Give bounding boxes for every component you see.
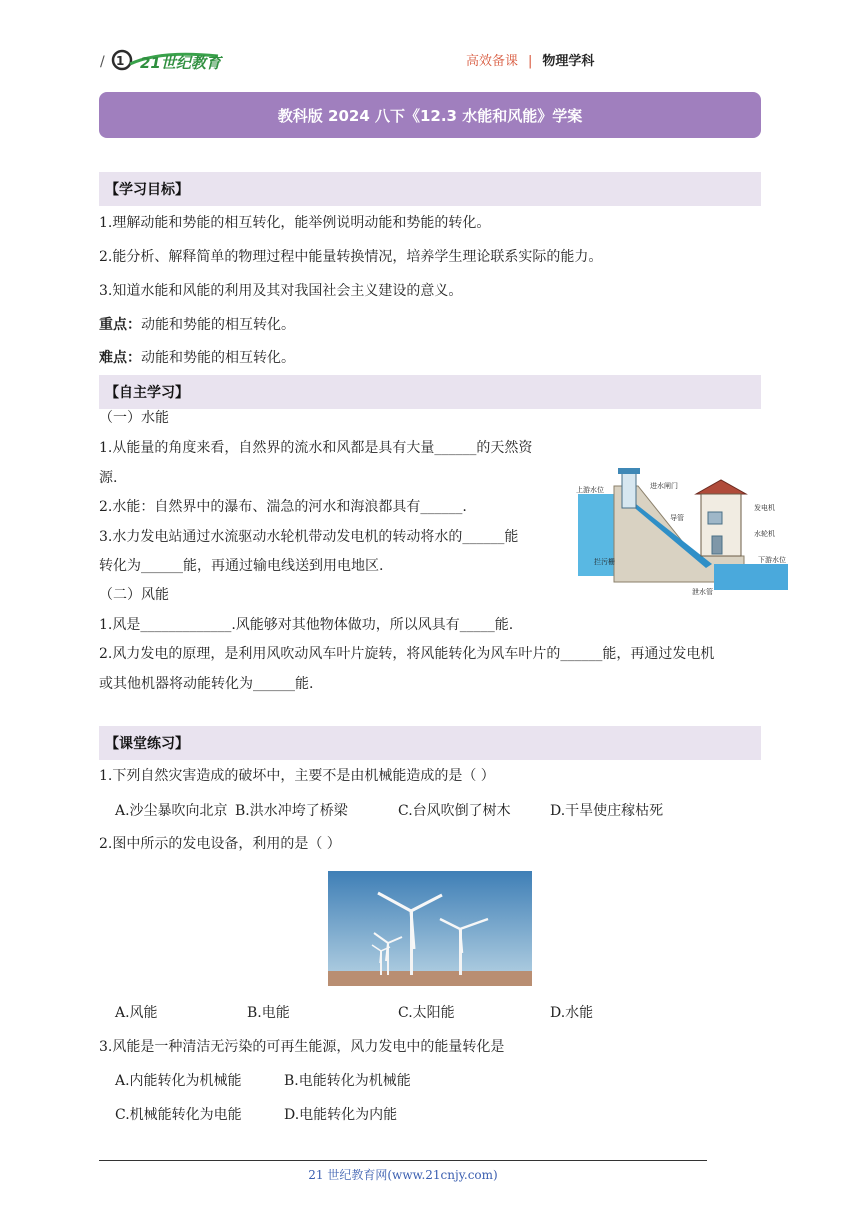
section-selfstudy-heading: 【自主学习】 bbox=[99, 375, 761, 409]
svg-text:1: 1 bbox=[116, 54, 125, 68]
brand-separator: | bbox=[528, 54, 533, 69]
q2-option-c: C.太阳能 bbox=[398, 1005, 455, 1021]
question-2: 2.图中所示的发电设备，利用的是（ ） bbox=[99, 836, 341, 852]
wind-line-3: 或其他机器将动能转化为______能. bbox=[99, 676, 314, 692]
label-outflow: 泄水管 bbox=[692, 588, 713, 596]
label-pipe: 导管 bbox=[670, 514, 684, 522]
section-goals-heading: 【学习目标】 bbox=[99, 172, 761, 206]
water-line-3: 2.水能：自然界中的瀑布、湍急的河水和海浪都具有______. bbox=[99, 499, 467, 515]
q1-option-b: B.洪水冲垮了桥梁 bbox=[235, 803, 348, 819]
water-line-2: 源. bbox=[99, 470, 118, 486]
label-upstream: 上游水位 bbox=[576, 486, 604, 494]
goal-item-2: 2.能分析、解释简单的物理过程中能量转换情况，培养学生理论联系实际的能力。 bbox=[99, 249, 603, 265]
key-point-text: 动能和势能的相互转化。 bbox=[141, 317, 295, 333]
question-1: 1.下列自然灾害造成的破坏中，主要不是由机械能造成的是（ ） bbox=[99, 768, 495, 784]
label-turbine: 水轮机 bbox=[754, 530, 775, 538]
label-intake: 进水闸门 bbox=[650, 482, 678, 490]
q1-option-a: A.沙尘暴吹向北京 bbox=[115, 803, 228, 819]
goal-item-1: 1.理解动能和势能的相互转化，能举例说明动能和势能的转化。 bbox=[99, 215, 491, 231]
subsection-wind: （二）风能 bbox=[99, 587, 169, 603]
q3-option-d: D.电能转化为内能 bbox=[284, 1107, 398, 1123]
q2-option-b: B.电能 bbox=[247, 1005, 290, 1021]
logo-text: 21世纪教育 bbox=[140, 54, 221, 72]
hard-point-text: 动能和势能的相互转化。 bbox=[141, 350, 295, 366]
wind-line-2: 2.风力发电的原理，是利用风吹动风车叶片旋转，将风能转化为风车叶片的______能，再通过发电机 bbox=[99, 646, 715, 662]
q2-option-d: D.水能 bbox=[550, 1005, 594, 1021]
footer-divider bbox=[99, 1160, 707, 1161]
q2-option-a: A.风能 bbox=[115, 1005, 158, 1021]
brand-left: 高效备课 bbox=[466, 54, 519, 69]
q3-option-b: B.电能转化为机械能 bbox=[284, 1073, 411, 1089]
page-title: 教科版 2024 八下《12.3 水能和风能》学案 bbox=[99, 92, 761, 138]
svg-text:/: / bbox=[100, 54, 105, 70]
water-line-4: 3.水力发电站通过水流驱动水轮机带动发电机的转动将水的______能 bbox=[99, 529, 519, 545]
key-point bbox=[99, 315, 295, 335]
question-3: 3.风能是一种清洁无污染的可再生能源，风力发电中的能量转化是 bbox=[99, 1039, 505, 1055]
brand-right: 物理学科 bbox=[542, 54, 595, 69]
hard-point bbox=[99, 348, 295, 368]
header-brand bbox=[466, 50, 594, 69]
logo-icon bbox=[100, 44, 230, 74]
water-line-5: 转化为______能，再通过输电线送到用电地区. bbox=[99, 558, 384, 574]
goal-item-3: 3.知道水能和风能的利用及其对我国社会主义建设的意义。 bbox=[99, 283, 463, 299]
hydropower-diagram bbox=[574, 464, 790, 599]
q3-option-c: C.机械能转化为电能 bbox=[115, 1107, 242, 1123]
q1-option-c: C.台风吹倒了树木 bbox=[398, 803, 511, 819]
subsection-water: （一）水能 bbox=[99, 410, 169, 426]
q1-option-d: D.干旱使庄稼枯死 bbox=[550, 803, 664, 819]
key-point-label: 重点： bbox=[99, 317, 141, 333]
section-practice-heading: 【课堂练习】 bbox=[99, 726, 761, 760]
footer-text: 21 世纪教育网(www.21cnjy.com) bbox=[308, 1168, 498, 1182]
q3-option-a: A.内能转化为机械能 bbox=[115, 1073, 242, 1089]
label-downstream: 下游水位 bbox=[758, 556, 786, 564]
wind-turbine-photo bbox=[328, 871, 532, 986]
wind-line-1: 1.风是_____________.风能够对其他物体做功，所以风具有_____能. bbox=[99, 617, 514, 633]
hard-point-label: 难点： bbox=[99, 350, 141, 366]
label-generator: 发电机 bbox=[754, 504, 775, 512]
label-dam: 拦污栅 bbox=[594, 558, 615, 566]
water-line-1: 1.从能量的角度来看，自然界的流水和风都是具有大量______的天然资 bbox=[99, 440, 533, 456]
